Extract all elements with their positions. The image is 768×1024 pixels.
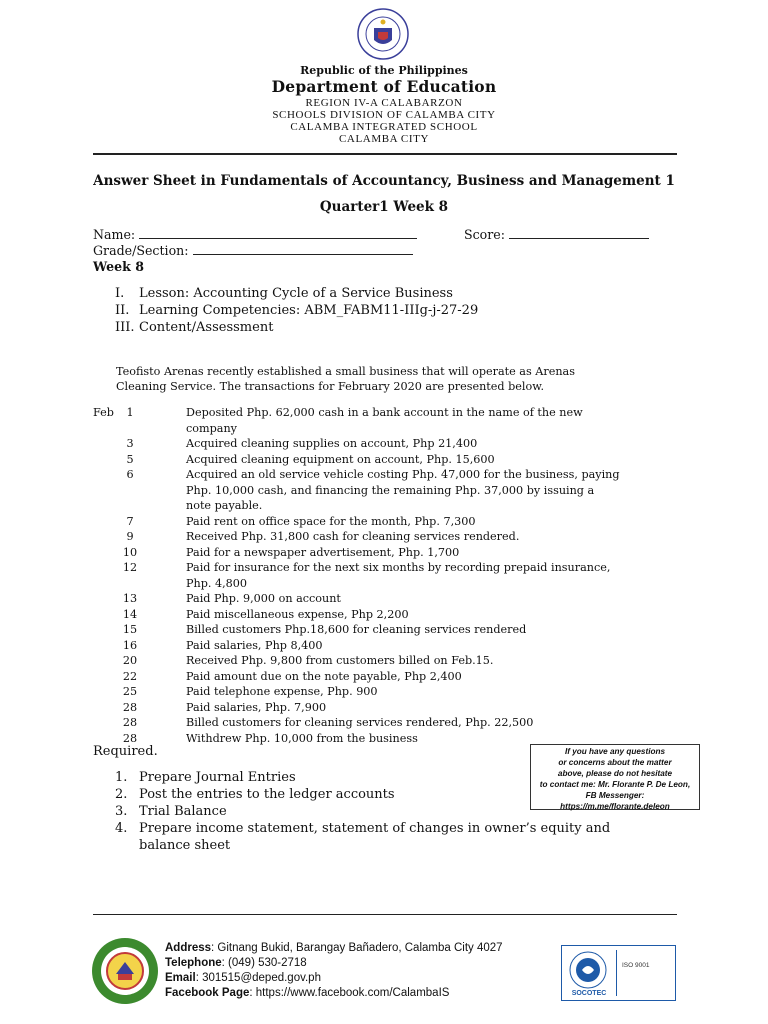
- transaction-text-line: Paid rent on office space for the month, Php. 7,300: [186, 514, 476, 528]
- transaction-text-line: Acquired cleaning supplies on account, Php 21,400: [186, 437, 478, 450]
- transaction-day: 25: [122, 685, 138, 698]
- answer-sheet-title: Answer Sheet in Fundamentals of Accountancy, Business and Management 1: [93, 173, 675, 189]
- outline-number: I.: [115, 286, 125, 301]
- division-line: SCHOOLS DIVISION OF CALAMBA CITY: [272, 109, 496, 121]
- transaction-text-line: Received Php. 9,800 from customers billed on Feb.15.: [186, 654, 494, 667]
- transaction-row: [115, 452, 495, 468]
- transaction-row: [115, 560, 610, 591]
- grade-section-field[interactable]: [93, 242, 413, 258]
- transaction-text-line: Billed customers Php.18,600 for cleaning services rendered: [186, 623, 527, 636]
- note-line: above, please do not hesitate: [557, 769, 673, 778]
- transaction-text-line: Paid salaries, Php. 7,900: [186, 700, 327, 714]
- socotec-emblem-icon: [568, 950, 608, 990]
- transaction-day: 6: [126, 468, 134, 481]
- transaction-row: [115, 622, 526, 638]
- transaction-text-line: Received Php. 31,800 cash for cleaning services rendered.: [186, 530, 520, 543]
- footer-telephone: [165, 957, 307, 969]
- required-text: Trial Balance: [139, 804, 227, 819]
- outline-item: [115, 320, 273, 335]
- transaction-day: 28: [122, 716, 138, 729]
- transaction-day: 20: [122, 654, 138, 667]
- city-line: CALAMBA CITY: [338, 133, 429, 145]
- transaction-row: [115, 436, 477, 452]
- republic-heading: Republic of the Philippines: [300, 64, 468, 77]
- required-item: [115, 787, 395, 802]
- required-text: balance sheet: [139, 838, 231, 853]
- transaction-text-line: note payable.: [186, 499, 263, 512]
- required-number: 4.: [115, 821, 128, 836]
- grade-section-blank[interactable]: [193, 242, 413, 255]
- transaction-description: [186, 622, 526, 638]
- transaction-row: [115, 405, 583, 436]
- footer-email: [165, 972, 321, 984]
- grade-section-label: Grade/Section:: [93, 243, 189, 258]
- score-blank[interactable]: [509, 226, 649, 239]
- transaction-row: [115, 653, 493, 669]
- outline-text: Learning Competencies: ABM_FABM11-IIIg-j-27-29: [139, 303, 479, 318]
- transaction-day: 7: [126, 514, 134, 528]
- transaction-description: [186, 467, 620, 514]
- required-label: Required.: [93, 744, 158, 759]
- transaction-row: [115, 715, 533, 731]
- transaction-row: [115, 591, 341, 607]
- transaction-text-line: Billed customers for cleaning services rendered, Php. 22,500: [186, 716, 534, 729]
- transaction-description: [186, 529, 519, 545]
- outline-text: Content/Assessment: [139, 320, 274, 335]
- telephone-label: Telephone: [165, 957, 222, 969]
- transaction-description: [186, 715, 533, 731]
- address-value: : Gitnang Bukid, Barangay Bañadero, Calamba City 4027: [211, 942, 503, 954]
- transaction-day: 28: [122, 731, 138, 745]
- outline-text: Lesson: Accounting Cycle of a Service Business: [139, 286, 453, 301]
- socotec-label: SOCOTEC: [571, 990, 607, 997]
- transaction-description: [186, 591, 341, 607]
- transaction-description: [186, 731, 418, 747]
- transaction-description: [186, 436, 477, 452]
- transaction-day: 1: [126, 406, 134, 419]
- socotec-certification-logo: [561, 945, 676, 1001]
- transaction-row: [115, 700, 326, 716]
- transaction-text-line: Paid Php. 9,000 on account: [186, 592, 341, 605]
- transaction-day: 12: [122, 561, 138, 574]
- transaction-row: [115, 684, 378, 700]
- transaction-text-line: Acquired an old service vehicle costing Php. 47,000 for the business, paying: [186, 468, 620, 481]
- name-field[interactable]: [93, 226, 417, 242]
- outline-item: [115, 286, 453, 301]
- outline-number: II.: [115, 303, 130, 318]
- name-label: Name:: [93, 227, 136, 242]
- transaction-description: [186, 700, 326, 716]
- required-item: [115, 804, 227, 819]
- transaction-description: [186, 405, 583, 436]
- transaction-text-line: Paid miscellaneous expense, Php 2,200: [186, 607, 409, 621]
- transaction-day: 14: [122, 607, 138, 621]
- outline-item: [115, 303, 478, 318]
- footer-address: [165, 942, 503, 954]
- address-label: Address: [165, 942, 212, 954]
- transaction-text-line: Deposited Php. 62,000 cash in a bank account in the name of the new: [186, 406, 583, 419]
- transaction-day: 13: [122, 592, 138, 605]
- transaction-text-line: Php. 4,800: [186, 576, 248, 590]
- required-number: 3.: [115, 804, 128, 819]
- transaction-day: 28: [122, 700, 138, 714]
- transaction-day: 22: [122, 669, 138, 683]
- outline-number: III.: [115, 320, 135, 335]
- transaction-text-line: Paid telephone expense, Php. 900: [186, 685, 378, 698]
- transaction-day: 10: [122, 545, 138, 559]
- transaction-text-line: Php. 10,000 cash, and financing the remaining Php. 37,000 by issuing a: [186, 483, 595, 497]
- name-blank[interactable]: [139, 226, 417, 239]
- note-line: to contact me: Mr. Florante P. De Leon,: [539, 780, 691, 789]
- transaction-text-line: Paid amount due on the note payable, Php 2,400: [186, 669, 462, 683]
- school-line: CALAMBA INTEGRATED SCHOOL: [290, 121, 478, 133]
- transaction-row: [115, 529, 519, 545]
- required-number: 1.: [115, 770, 128, 785]
- transaction-text-line: company: [186, 421, 237, 435]
- transaction-day: 15: [122, 623, 138, 636]
- required-text: Prepare income statement, statement of changes in owner’s equity and: [139, 821, 611, 836]
- transaction-description: [186, 452, 495, 468]
- transaction-description: [186, 669, 462, 685]
- school-seal-logo: [90, 936, 160, 1006]
- transaction-row: [115, 638, 323, 654]
- iso-label: ISO 9001: [622, 962, 650, 969]
- transaction-row: [115, 607, 409, 623]
- note-line: or concerns about the matter: [558, 758, 672, 767]
- transaction-text-line: Paid for a newspaper advertisement, Php. 1,700: [186, 545, 460, 559]
- required-text: Prepare Journal Entries: [139, 770, 296, 785]
- transaction-text-line: Acquired cleaning equipment on account, Php. 15,600: [186, 452, 495, 466]
- transaction-row: [115, 467, 620, 514]
- transaction-description: [186, 684, 378, 700]
- required-text: Post the entries to the ledger accounts: [139, 787, 395, 802]
- transaction-description: [186, 545, 459, 561]
- score-label: Score:: [464, 227, 505, 242]
- required-number: 2.: [115, 787, 128, 802]
- transaction-row: [115, 545, 459, 561]
- contact-note-box: [530, 744, 700, 810]
- region-line: REGION IV-A CALABARZON: [305, 97, 463, 109]
- transaction-description: [186, 653, 493, 669]
- required-item: [115, 838, 230, 853]
- score-field[interactable]: [464, 226, 649, 242]
- transaction-text-line: Paid for insurance for the next six months by recording prepaid insurance,: [186, 561, 611, 574]
- note-line: FB Messenger:: [585, 791, 645, 800]
- messenger-link[interactable]: https://m.me/florante.deleon: [560, 802, 670, 811]
- footer-facebook: [165, 987, 449, 999]
- transaction-day: 3: [126, 437, 134, 450]
- transaction-description: [186, 607, 409, 623]
- email-link[interactable]: : 301515@deped.gov.ph: [195, 972, 321, 984]
- deped-seal-logo: [357, 8, 409, 60]
- required-item: [115, 770, 296, 785]
- telephone-value: : (049) 530-2718: [221, 957, 307, 969]
- required-item: [115, 821, 610, 836]
- transaction-day: 16: [122, 638, 138, 652]
- intro-line: Cleaning Service. The transactions for February 2020 are presented below.: [116, 380, 545, 393]
- week-label: Week 8: [93, 259, 145, 274]
- transaction-day: 9: [126, 530, 134, 543]
- quarter-week-title: Quarter1 Week 8: [319, 199, 449, 215]
- transaction-day: 5: [126, 452, 134, 466]
- transaction-description: [186, 638, 323, 654]
- transaction-description: [186, 514, 476, 530]
- note-line: If you have any questions: [564, 747, 666, 756]
- transaction-row: [115, 514, 476, 530]
- month-label: Feb: [93, 406, 114, 419]
- transaction-row: [115, 731, 418, 747]
- transaction-text-line: Paid salaries, Php 8,400: [186, 638, 323, 652]
- transaction-text-line: Withdrew Php. 10,000 from the business: [186, 731, 418, 745]
- transaction-description: [186, 560, 610, 591]
- email-label: Email: [165, 972, 196, 984]
- footer-divider: [93, 914, 677, 915]
- facebook-label: Facebook Page: [165, 987, 250, 999]
- department-heading: Department of Education: [271, 77, 497, 96]
- transaction-row: [115, 669, 462, 685]
- certification-divider: [616, 950, 617, 996]
- intro-line: Teofisto Arenas recently established a small business that will operate as Arenas: [116, 365, 575, 378]
- facebook-link[interactable]: : https://www.facebook.com/CalambaIS: [249, 987, 450, 999]
- header-divider: [93, 153, 677, 155]
